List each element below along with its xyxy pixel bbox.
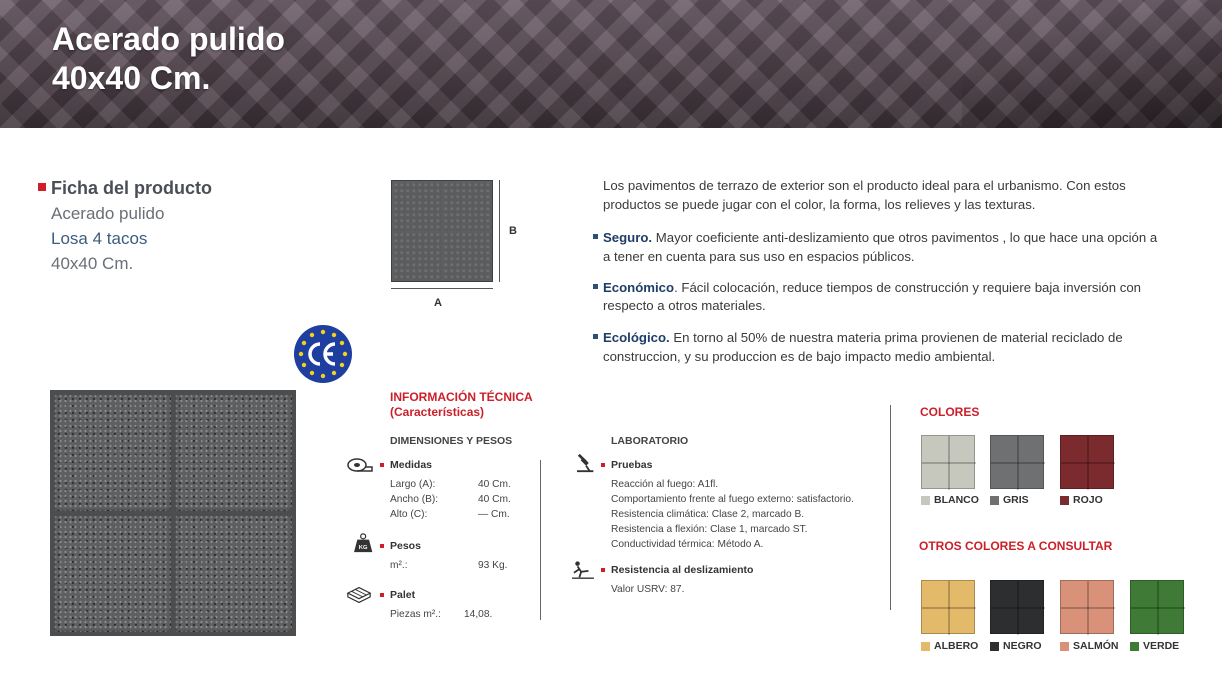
product-name: Acerado pulido (51, 204, 165, 223)
swatch-albero (921, 580, 975, 634)
red-bullet (38, 183, 46, 191)
economico-title: Económico (603, 280, 675, 295)
swatch-label-gris (990, 494, 1029, 506)
test-flexion: Resistencia a flexión: Clase 1, marcado ST. (611, 524, 808, 535)
intro-line2: productos se puede jugar con el color, la forma, los relieves y las texturas. (603, 197, 1036, 212)
banner-title (52, 20, 285, 98)
colors-header: COLORES (920, 405, 980, 419)
technical-info-title (390, 390, 533, 420)
technical-info-title-line2: (Características) (390, 405, 485, 419)
swatch-gris (990, 435, 1044, 489)
tile-quadrant (444, 183, 492, 231)
dimension-line-b (499, 180, 500, 282)
m2-value: 93 Kg. (478, 560, 508, 571)
length-value: 40 Cm. (478, 479, 511, 490)
economico-line2: respecto a otros materiales. (603, 298, 766, 313)
other-colors-header: OTROS COLORES A CONSULTAR (919, 539, 1113, 553)
swatch-blanco (921, 435, 975, 489)
color-chip (921, 642, 930, 651)
economico-line1 (603, 278, 1141, 298)
weights-label: Pesos (390, 540, 421, 552)
length-label: Largo (A): (390, 479, 436, 490)
pallet-label: Palet (390, 589, 416, 601)
slip-resistance-label: Resistencia al deslizamiento (611, 564, 754, 576)
color-chip (921, 496, 930, 505)
color-name: NEGRO (1003, 640, 1042, 652)
swatch-label-negro (990, 640, 1042, 652)
swatch-label-blanco (921, 494, 979, 506)
weight-icon-text: KG (358, 544, 368, 551)
color-name: ALBERO (934, 640, 979, 652)
seguro-text: Mayor coeficiente anti-deslizamiento que otros pavimentos , lo que hace una opción a (652, 230, 1158, 245)
swatch-label-salmon (1060, 640, 1119, 652)
swatch-salmon (1060, 580, 1114, 634)
width-label: Ancho (B): (390, 494, 439, 505)
header-banner (0, 0, 1222, 128)
blue-bullet (593, 234, 598, 239)
test-external-fire: Comportamiento frente al fuego externo: satisfactorio. (611, 494, 854, 505)
economico-text: . Fácil colocación, reduce tiempos de construcción y requiere baja inversión con (674, 280, 1142, 295)
color-name: SALMÓN (1073, 640, 1119, 652)
test-fire-reaction: Reacción al fuego: A1fl. (611, 479, 719, 490)
dimension-line-a (391, 288, 493, 289)
seguro-title: Seguro. (603, 230, 653, 245)
test-climate: Resistencia climática: Clase 2, marcado B. (611, 509, 805, 520)
hammer-icon (574, 453, 600, 473)
tile-photo (50, 390, 296, 636)
tile-quadrant (394, 183, 442, 231)
blue-bullet (593, 284, 598, 289)
product-size: 40x40 Cm. (51, 254, 134, 273)
intro-line1: Los pavimentos de terrazo de exterior son el producto ideal para el urbanismo. Con estos (603, 178, 1126, 193)
tile-diagram (391, 180, 493, 282)
color-name: ROJO (1073, 494, 1103, 506)
height-value: — Cm. (478, 509, 510, 520)
measures-label: Medidas (390, 459, 433, 471)
swatch-verde (1130, 580, 1184, 634)
technical-info-title-line1: INFORMACIÓN TÉCNICA (390, 390, 533, 404)
banner-title-line2: 40x40 Cm. (52, 60, 211, 96)
tile-quadrant (175, 394, 292, 511)
dimension-label-a: A (434, 297, 442, 309)
product-model: Losa 4 tacos (51, 229, 148, 248)
color-name: GRIS (1003, 494, 1029, 506)
tile-quadrant (444, 233, 492, 281)
height-label: Alto (C): (390, 509, 428, 520)
blue-bullet (593, 334, 598, 339)
color-chip (1060, 496, 1069, 505)
ecologico-line2: construccion, y su produccion es de bajo impacto medio ambiental. (603, 349, 996, 364)
weight-icon (351, 533, 377, 553)
slip-icon (570, 560, 596, 580)
tile-quadrant (394, 233, 442, 281)
ecologico-line1 (603, 328, 1123, 348)
product-sheet-title: Ficha del producto (51, 178, 213, 198)
column-divider (540, 460, 541, 620)
tile-quadrant (175, 515, 292, 632)
swatch-rojo (1060, 435, 1114, 489)
dimension-label-b: B (509, 225, 517, 237)
banner-title-line1: Acerado pulido (52, 21, 285, 57)
swatch-negro (990, 580, 1044, 634)
tests-label: Pruebas (611, 459, 653, 471)
seguro-line1 (603, 228, 1157, 248)
test-thermal: Conductividad térmica: Método A. (611, 539, 764, 550)
seguro-line2: a tener en cuenta para sus uso en espacios públicos. (603, 249, 915, 264)
ecologico-text: En torno al 50% de nuestra materia prima provienen de material reciclado de (669, 330, 1123, 345)
laboratory-header: LABORATORIO (611, 435, 689, 447)
column-divider (890, 405, 891, 610)
pieces-label: Piezas m².: (390, 609, 441, 620)
color-chip (990, 642, 999, 651)
pieces-value: 14,08. (464, 609, 493, 620)
m2-label: m².: (390, 560, 408, 571)
color-chip (1060, 642, 1069, 651)
ecologico-title: Ecológico. (603, 330, 670, 345)
width-value: 40 Cm. (478, 494, 511, 505)
color-chip (1130, 642, 1139, 651)
ce-mark-icon (294, 325, 352, 383)
dimensions-header: DIMENSIONES Y PESOS (390, 435, 513, 447)
color-name: VERDE (1143, 640, 1180, 652)
swatch-label-verde (1130, 640, 1179, 652)
swatch-label-albero (921, 640, 978, 652)
swatch-label-rojo (1060, 494, 1103, 506)
color-name: BLANCO (934, 494, 979, 506)
tile-quadrant (54, 394, 171, 511)
tile-quadrant (54, 515, 171, 632)
tape-measure-icon (347, 455, 373, 475)
color-chip (990, 496, 999, 505)
pallet-icon (346, 585, 372, 605)
slip-resistance-value: Valor USRV: 87. (611, 584, 685, 595)
